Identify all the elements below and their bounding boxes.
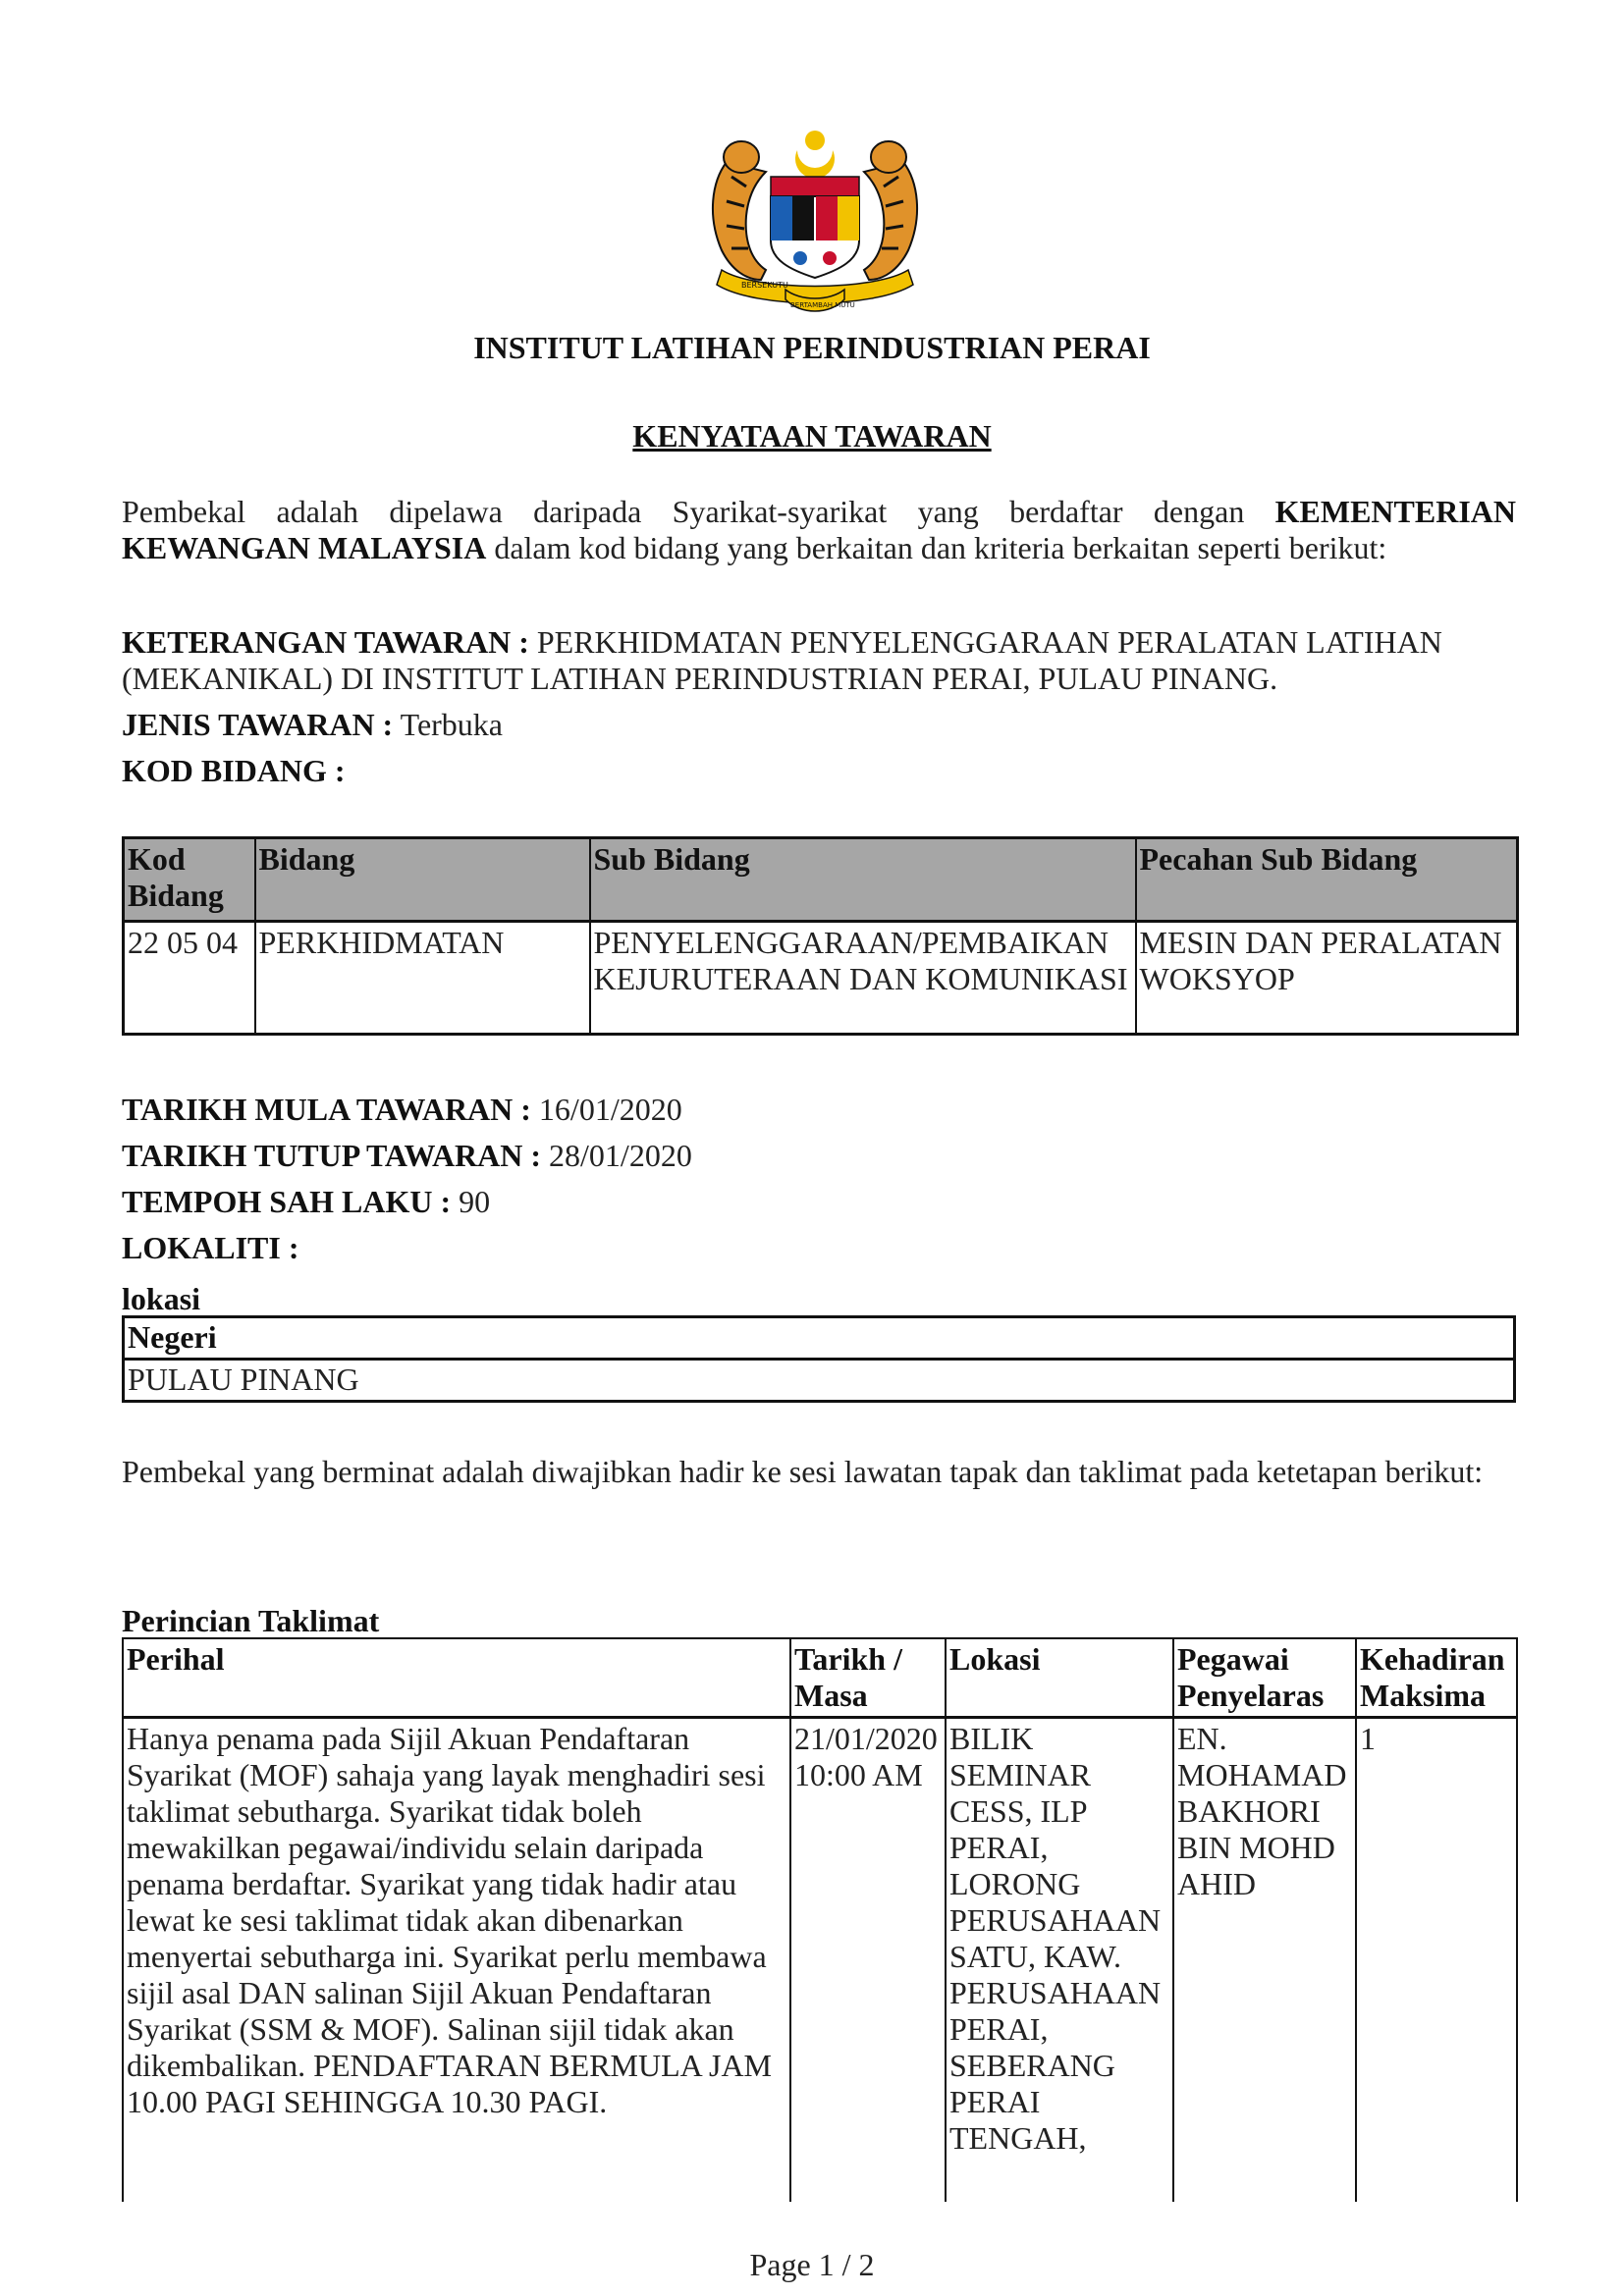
table-cell: PERKHIDMATAN [255, 922, 590, 1035]
tarikh-mula [122, 1092, 1516, 1128]
column-header: Kehadiran Maksima [1356, 1638, 1517, 1718]
tarikh-tutup [122, 1138, 1516, 1174]
column-header: Pecahan Sub Bidang [1136, 838, 1518, 922]
table-header-row [123, 1638, 1517, 1718]
jenis-label: JENIS TAWARAN : [122, 707, 394, 742]
column-header: Pegawai Penyelaras [1173, 1638, 1356, 1718]
notice-paragraph: Pembekal yang berminat adalah diwajibkan hadir ke sesi lawatan tapak dan taklimat pada ketetapan berikut: [122, 1454, 1484, 1489]
taklimat-label: Perincian Taklimat [122, 1603, 380, 1638]
column-header: Negeri [124, 1317, 1515, 1360]
lokasi-label: lokasi [122, 1281, 201, 1316]
kehadiran-cell: 1 [1356, 1718, 1517, 2203]
intro-text-1: Pembekal adalah dipelawa daripada Syarikat-syarikat yang berdaftar dengan [122, 494, 1275, 529]
jenis-tawaran [122, 707, 1516, 743]
table-cell: MESIN DAN PERALATAN WOKSYOP [1136, 922, 1518, 1035]
tarikh-tutup-label: TARIKH TUTUP TAWARAN : [122, 1138, 542, 1173]
table-row [123, 1718, 1517, 2203]
column-header: Perihal [123, 1638, 790, 1718]
jenis-value: Terbuka [393, 707, 503, 742]
institution-title: INSTITUT LATIHAN PERINDUSTRIAN PERAI [473, 330, 1151, 365]
intro-text-2: dalam kod bidang yang berkaitan dan kriteria berkaitan seperti berikut: [486, 530, 1387, 565]
intro-text-bold: KEMENTERIAN KEWANGAN MALAYSIA [122, 494, 1516, 565]
keterangan-tawaran [122, 624, 1516, 697]
table-row [124, 1360, 1515, 1402]
column-header: Lokasi [946, 1638, 1173, 1718]
keterangan-value: PERKHIDMATAN PENYELENGGARAAN PERALATAN LATIHAN (MEKANIKAL) DI INSTITUT LATIHAN PERINDUSTRIAN PERAI, PULAU PINANG. [122, 624, 1442, 696]
kod-bidang-table [122, 836, 1519, 1036]
table-cell: 22 05 04 [124, 922, 255, 1035]
lokasi-table [122, 1315, 1516, 1403]
svg-text:BERTAMBAH MUTU: BERTAMBAH MUTU [790, 301, 855, 309]
tarikh-masa-cell [790, 1718, 946, 2203]
svg-text:BERSEKUTU: BERSEKUTU [741, 281, 788, 290]
masa-value: 10:00 AM [794, 1757, 923, 1792]
tempoh-label: TEMPOH SAH LAKU : [122, 1184, 452, 1219]
pegawai-cell: EN. MOHAMAD BAKHORI BIN MOHD AHID [1173, 1718, 1356, 2203]
kod-bidang-label: KOD BIDANG : [122, 753, 346, 788]
document-title: KENYATAAN TAWARAN [632, 418, 992, 454]
tarikh-mula-label: TARIKH MULA TAWARAN : [122, 1092, 531, 1127]
coat-of-arms-logo [687, 123, 943, 319]
tarikh-tutup-value: 28/01/2020 [541, 1138, 692, 1173]
taklimat-table [122, 1637, 1518, 2202]
column-header: Bidang [255, 838, 590, 922]
column-header: Kod Bidang [124, 838, 255, 922]
page-number: Page 1 / 2 [749, 2247, 875, 2282]
intro-paragraph [122, 494, 1516, 566]
lokasi-cell: BILIK SEMINAR CESS, ILP PERAI, LORONG PERUSAHAAN SATU, KAW. PERUSAHAAN PERAI, SEBERANG PERAI TENGAH, [946, 1718, 1173, 2203]
column-header: Tarikh / Masa [790, 1638, 946, 1718]
kod-bidang-heading [122, 753, 1516, 789]
table-cell: PENYELENGGARAAN/PEMBAIKAN KEJURUTERAAN DAN KOMUNIKASI [590, 922, 1136, 1035]
table-cell: PULAU PINANG [128, 1362, 359, 1397]
lokaliti-label: LOKALITI : [122, 1230, 299, 1265]
perihal-cell: Hanya penama pada Sijil Akuan Pendaftaran Syarikat (MOF) sahaja yang layak menghadiri sesi taklimat sebutharga. Syarikat tidak boleh mewakilkan pegawai/individu selain daripada penama berdaftar. Syarikat yang tidak hadir atau lewat ke sesi taklimat tidak akan dibenarkan menyertai sebutharga ini. Syarikat perlu membawa sijil asal DAN salinan Sijil Akuan Pendaftaran Syarikat (SSM & MOF). Salinan sijil tidak akan dikembalikan. PENDAFTARAN BERMULA JAM 10.00 PAGI SEHINGGA 10.30 PAGI. [123, 1718, 790, 2203]
tempoh-value: 90 [451, 1184, 491, 1219]
lokaliti-heading [122, 1230, 1516, 1266]
tempoh-sah-laku [122, 1184, 1516, 1220]
table-header-row [124, 838, 1518, 922]
table-header-row [124, 1317, 1515, 1360]
table-row [124, 922, 1518, 1035]
tarikh-mula-value: 16/01/2020 [530, 1092, 682, 1127]
column-header: Sub Bidang [590, 838, 1136, 922]
tarikh-value: 21/01/2020 [794, 1721, 938, 1756]
keterangan-label: KETERANGAN TAWARAN : [122, 624, 529, 660]
